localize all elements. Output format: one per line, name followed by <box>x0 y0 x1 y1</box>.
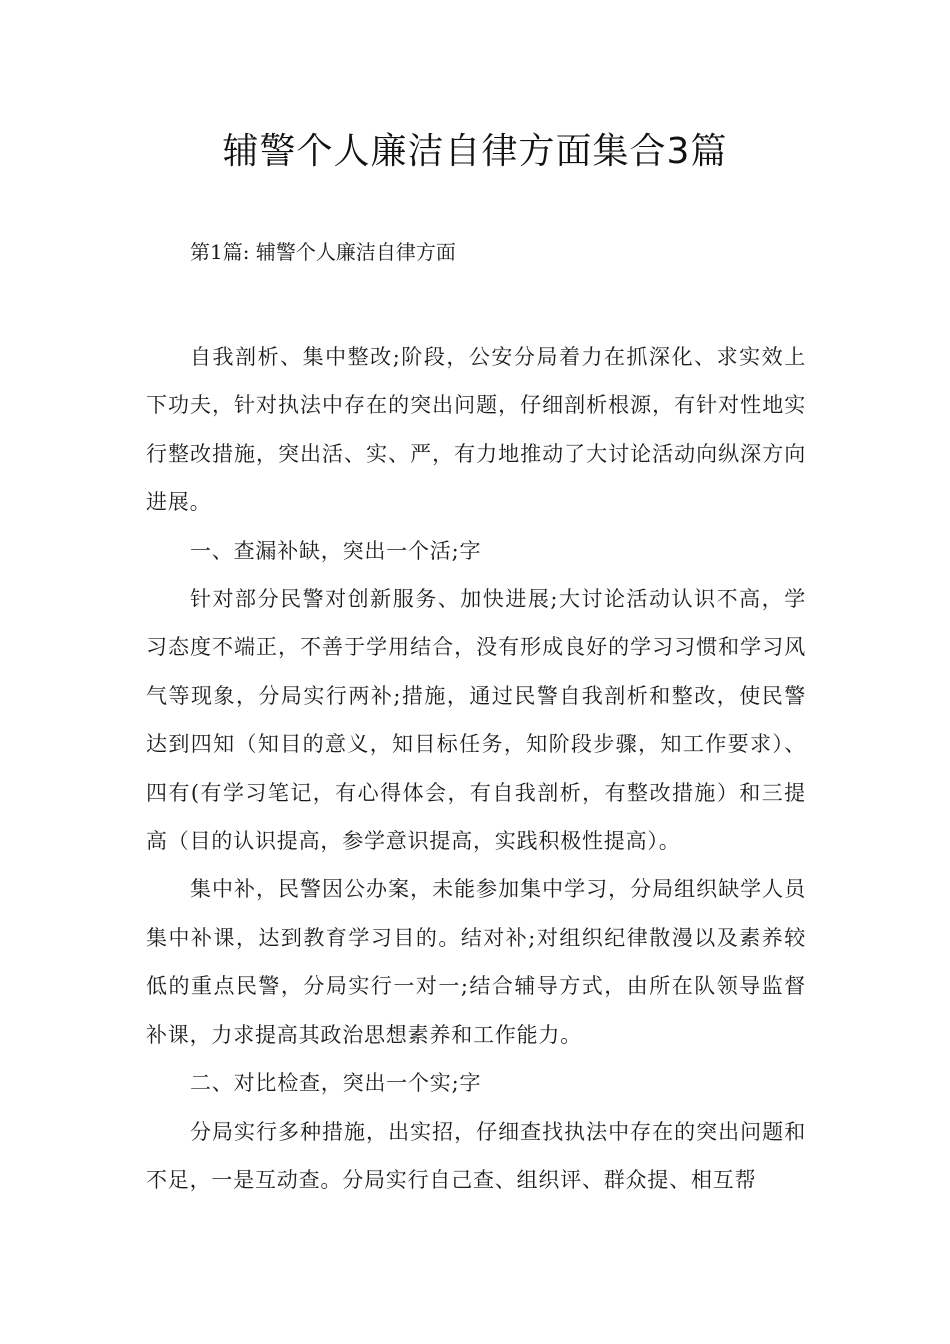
section-subheading: 一、查漏补缺，突出一个活;字 <box>190 538 482 563</box>
paragraph: 分局实行多种措施，出实招，仔细查找执法中存在的突出问题和不足，一是互动查。分局实行自己查、组织评、群众提、相互帮 <box>146 1119 806 1192</box>
section-subheading: 二、对比检查，突出一个实;字 <box>190 1071 482 1096</box>
paragraph: 针对部分民警对创新服务、加快进展;大讨论活动认识不高，学习态度不端正，不善于学用结合，没有形成良好的学习习惯和学习风气等现象，分局实行两补;措施，通过民警自我剖析和整改，使民警达到四知（知目的意义，知目标任务，知阶段步骤，知工作要求）、四有(有学习笔记，有心得体会，有自我剖析，有整改措施）和三提高（目的认识提高，参学意识提高，实践积极性提高）。 <box>146 587 806 854</box>
paragraph: 自我剖析、集中整改;阶段，公安分局着力在抓深化、求实效上下功夫，针对执法中存在的突出问题，仔细剖析根源，有针对性地实行整改措施，突出活、实、严，有力地推动了大讨论活动向纵深方向进展。 <box>146 345 806 515</box>
paragraph: 集中补，民警因公办案，未能参加集中学习，分局组织缺学人员集中补课，达到教育学习目的。结对补;对组织纪律散漫以及素养较低的重点民警，分局实行一对一;结合辅导方式，由所在队领导监督补课，力求提高其政治思想素养和工作能力。 <box>146 877 806 1047</box>
section-heading: 第1篇: 辅警个人廉洁自律方面 <box>190 240 456 264</box>
document-title: 辅警个人廉洁自律方面集合3篇 <box>222 131 728 172</box>
document-body <box>146 333 806 1204</box>
